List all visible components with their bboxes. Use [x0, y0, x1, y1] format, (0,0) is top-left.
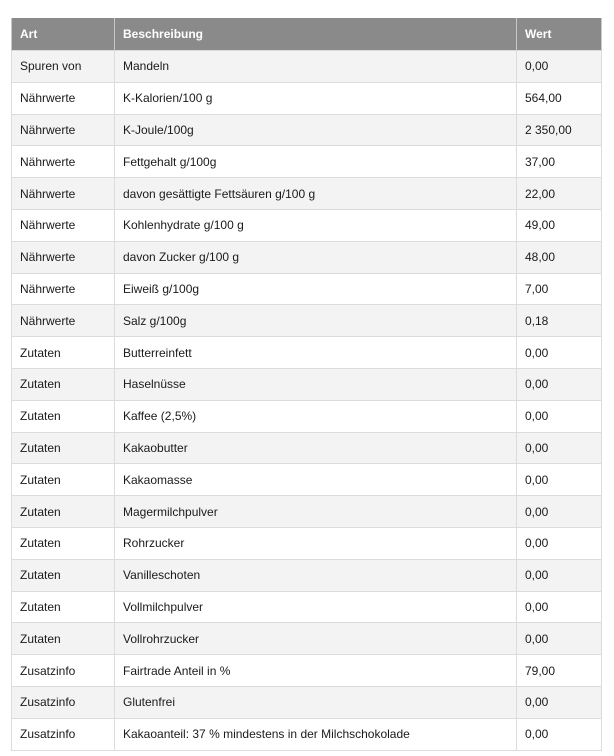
cell-wert: 2 350,00: [517, 114, 602, 146]
cell-art: Nährwerte: [12, 273, 115, 305]
table-row: [12, 146, 602, 178]
table-row: [12, 209, 602, 241]
cell-art: Nährwerte: [12, 178, 115, 210]
table-row: [12, 686, 602, 718]
cell-wert: 0,00: [517, 591, 602, 623]
cell-beschreibung: Magermilchpulver: [115, 496, 517, 528]
product-info-table-wrapper: [11, 18, 601, 751]
cell-art: Zutaten: [12, 464, 115, 496]
cell-wert: 0,00: [517, 368, 602, 400]
cell-art: Nährwerte: [12, 305, 115, 337]
cell-beschreibung: Haselnüsse: [115, 368, 517, 400]
cell-beschreibung: davon gesättigte Fettsäuren g/100 g: [115, 178, 517, 210]
table-row: [12, 82, 602, 114]
table-row: [12, 178, 602, 210]
cell-beschreibung: Rohrzucker: [115, 527, 517, 559]
cell-beschreibung: Kohlenhydrate g/100 g: [115, 209, 517, 241]
cell-beschreibung: Vollrohrzucker: [115, 623, 517, 655]
cell-beschreibung: K-Kalorien/100 g: [115, 82, 517, 114]
cell-art: Zutaten: [12, 559, 115, 591]
cell-art: Zusatzinfo: [12, 686, 115, 718]
cell-beschreibung: davon Zucker g/100 g: [115, 241, 517, 273]
table-row: [12, 400, 602, 432]
cell-art: Zutaten: [12, 337, 115, 369]
cell-wert: 0,18: [517, 305, 602, 337]
cell-wert: 0,00: [517, 686, 602, 718]
cell-art: Zutaten: [12, 400, 115, 432]
cell-beschreibung: Butterreinfett: [115, 337, 517, 369]
cell-wert: 0,00: [517, 400, 602, 432]
cell-wert: 0,00: [517, 718, 602, 750]
cell-art: Nährwerte: [12, 82, 115, 114]
table-row: [12, 559, 602, 591]
table-row: [12, 368, 602, 400]
cell-beschreibung: Glutenfrei: [115, 686, 517, 718]
table-row: [12, 51, 602, 83]
column-header-wert: Wert: [517, 18, 602, 51]
cell-art: Zutaten: [12, 591, 115, 623]
cell-wert: 0,00: [517, 337, 602, 369]
cell-wert: 48,00: [517, 241, 602, 273]
table-row: [12, 591, 602, 623]
table-body: [12, 51, 602, 751]
cell-art: Zutaten: [12, 527, 115, 559]
cell-wert: 37,00: [517, 146, 602, 178]
cell-beschreibung: Kaffee (2,5%): [115, 400, 517, 432]
cell-beschreibung: K-Joule/100g: [115, 114, 517, 146]
cell-art: Zutaten: [12, 623, 115, 655]
cell-beschreibung: Vanilleschoten: [115, 559, 517, 591]
table-row: [12, 273, 602, 305]
table-header-row: [12, 18, 602, 51]
table-row: [12, 337, 602, 369]
product-info-table: [11, 18, 602, 751]
cell-art: Zusatzinfo: [12, 655, 115, 687]
cell-beschreibung: Mandeln: [115, 51, 517, 83]
cell-wert: 79,00: [517, 655, 602, 687]
cell-beschreibung: Vollmilchpulver: [115, 591, 517, 623]
cell-wert: 0,00: [517, 464, 602, 496]
table-row: [12, 464, 602, 496]
table-row: [12, 655, 602, 687]
table-row: [12, 432, 602, 464]
cell-beschreibung: Kakaoanteil: 37 % mindestens in der Milchschokolade: [115, 718, 517, 750]
cell-wert: 0,00: [517, 496, 602, 528]
cell-art: Spuren von: [12, 51, 115, 83]
cell-art: Nährwerte: [12, 114, 115, 146]
cell-wert: 22,00: [517, 178, 602, 210]
cell-beschreibung: Fairtrade Anteil in %: [115, 655, 517, 687]
table-header: [12, 18, 602, 51]
cell-beschreibung: Salz g/100g: [115, 305, 517, 337]
table-row: [12, 241, 602, 273]
cell-wert: 0,00: [517, 527, 602, 559]
table-row: [12, 305, 602, 337]
cell-beschreibung: Kakaobutter: [115, 432, 517, 464]
cell-beschreibung: Kakaomasse: [115, 464, 517, 496]
cell-wert: 0,00: [517, 559, 602, 591]
cell-art: Zutaten: [12, 368, 115, 400]
table-row: [12, 718, 602, 750]
column-header-art: Art: [12, 18, 115, 51]
cell-beschreibung: Fettgehalt g/100g: [115, 146, 517, 178]
cell-beschreibung: Eiweiß g/100g: [115, 273, 517, 305]
table-row: [12, 496, 602, 528]
cell-wert: 49,00: [517, 209, 602, 241]
cell-art: Nährwerte: [12, 209, 115, 241]
table-row: [12, 527, 602, 559]
cell-art: Zutaten: [12, 432, 115, 464]
cell-art: Zusatzinfo: [12, 718, 115, 750]
cell-wert: 564,00: [517, 82, 602, 114]
cell-wert: 0,00: [517, 51, 602, 83]
cell-wert: 7,00: [517, 273, 602, 305]
cell-wert: 0,00: [517, 623, 602, 655]
cell-wert: 0,00: [517, 432, 602, 464]
cell-art: Nährwerte: [12, 146, 115, 178]
table-row: [12, 623, 602, 655]
cell-art: Nährwerte: [12, 241, 115, 273]
column-header-beschreibung: Beschreibung: [115, 18, 517, 51]
cell-art: Zutaten: [12, 496, 115, 528]
table-row: [12, 114, 602, 146]
